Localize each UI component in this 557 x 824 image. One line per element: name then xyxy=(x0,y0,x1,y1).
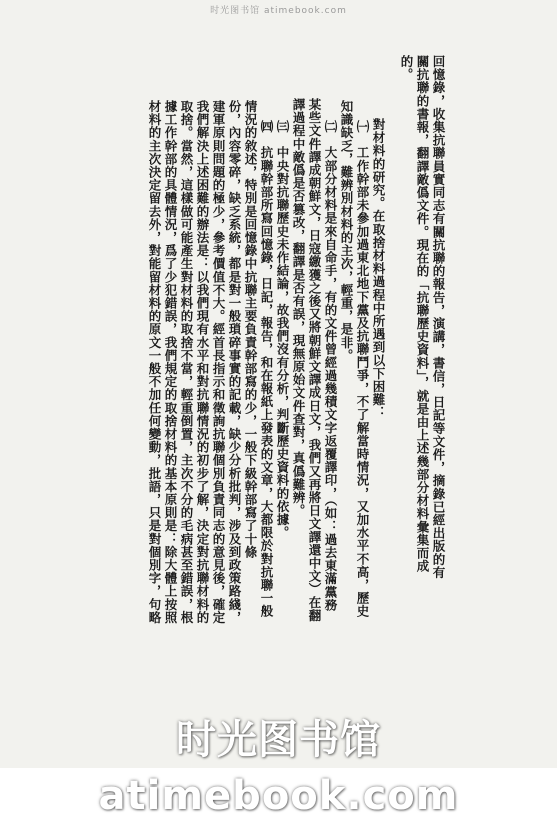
text-column-12: 情況的敘述，特別是回憶錄中抗聯主要負責幹部寫的少，一般下級幹部寫了十條 xyxy=(243,100,258,559)
text-column-3: 的。 xyxy=(399,55,414,82)
text-column-2: 關抗聯的書報，翻譯敵僞文件。現在的「抗聯歷史資料」，就是由上述幾部分材料彙集而成 xyxy=(415,55,430,573)
text-column-17: 據工作幹部的具體情況，爲了少犯錯誤，我們規定的取捨材料的基本原則是：除大體上按照 xyxy=(163,100,178,624)
text-column-15: 我們解決上述困難的辦法是：以我們現有水平和對抗聯情況的初步了解，決定對抗聯材料的 xyxy=(195,100,210,624)
text-column-14: 建軍原則問題的極少，參考價值不大。經首長指示和徵詢抗聯個別負責同志的意見後，確定 xyxy=(211,100,226,624)
text-column-8: 某些文件譯成朝鮮文，日寇繳獲之後又將朝鮮文譯成日文，我們又再將日文譯還中文）在翻 xyxy=(307,98,322,622)
text-column-10: ㈢ 中央對抗聯歷史未作結論，故我們沒有分析，判斷歷史資料的依據。 xyxy=(275,120,290,540)
text-column-18: 材料的主次決定留去外，對能留材料的原文一般不加任何變動，批語，只是對個別字，句略 xyxy=(147,100,162,624)
text-column-6: 知識缺乏，難辨別材料的主次，輕重，是非。 xyxy=(339,100,354,362)
text-column-13: 份，內容零碎，缺乏系統，都是對一般瑣碎事實的記載，缺少分析批判，涉及到政策路綫， xyxy=(227,100,242,624)
text-column-16: 取捨。當然，這樣做可能產生對材料的取捨不當，輕重倒置，主次不分的毛病甚至錯誤，根 xyxy=(179,100,194,624)
text-column-11: ㈣ 抗聯幹部所寫回憶錄，日記，報告，和在報紙上發表的文章，大都限於對抗聯一般 xyxy=(259,120,274,618)
text-column-5: ㈠ 工作幹部未參加過東北地下黨及抗聯鬥爭，不了解當時情況，又加水平不高，歷史 xyxy=(355,120,370,618)
text-column-1: 回憶錄，收集抗聯員實同志有關抗聯的報告，演講，書信，日記等文件，摘錄已經出版的有 xyxy=(431,55,446,579)
text-column-7: ㈡ 大部分材料是來自命手，有的文件曾經過幾積文字返覆譯印，（如：過去東滿黨務 xyxy=(323,120,338,612)
text-column-4: 對材料的研究。在取捨材料過程中所遇到以下困難： xyxy=(371,118,386,420)
bottom-watermark: 时光图书馆atimebook.com xyxy=(98,717,459,819)
top-watermark: 时光图书馆 atimebook.com xyxy=(210,6,347,16)
text-column-9: 譯過程中敵僞是否篡改，翻譯是否有誤，現無原始文件查對，真僞難辨。 xyxy=(291,98,306,518)
